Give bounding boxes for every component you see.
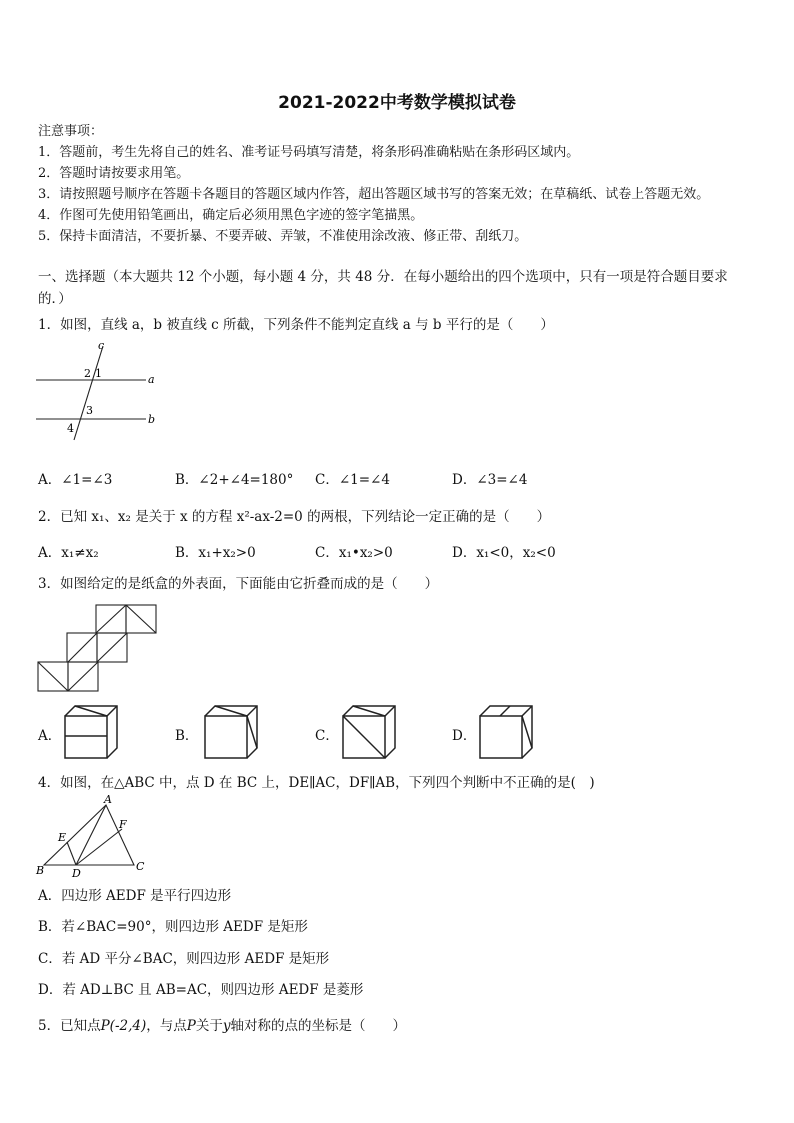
q1-stem: 1．如图，直线 a，b 被直线 c 所截，下列条件不能判定直线 a 与 b 平行的是（ ） <box>38 317 554 333</box>
q5-stem <box>38 1014 406 1034</box>
q5-stem-part-1: 5．已知点 <box>38 1018 101 1034</box>
q3-stem: 3．如图给定的是纸盒的外表面，下面能由它折叠而成的是（ ） <box>38 576 439 592</box>
q4-label-b: B <box>36 864 45 877</box>
q5-symbol-y: y <box>222 1018 231 1034</box>
notice-item-5: 5．保持卡面清洁，不要折暴、不要弄破、弄皱，不准使用涂改液、修正带、刮纸刀。 <box>38 229 528 244</box>
q3-option-c-cube <box>341 704 401 762</box>
notice-item-1: 1．答题前，考生先将自己的姓名、准考证号码填写清楚，将条形码准确粘贴在条形码区域内。 <box>38 145 580 160</box>
q4-label-e: E <box>58 831 67 844</box>
notice-item-2: 2．答题时请按要求用笔。 <box>38 166 190 181</box>
q2-stem: 2．已知 x₁、x₂ 是关于 x 的方程 x²-ax-2=0 的两根，下列结论一定正确的是（ ） <box>38 509 551 525</box>
q1-angle-3: 3 <box>86 404 93 417</box>
q3-option-b-label: B． <box>175 728 199 744</box>
q4-option-b: B．若∠BAC=90°，则四边形 AEDF 是矩形 <box>38 919 308 935</box>
page-title: 2021-2022中考数学模拟试卷 <box>278 93 516 113</box>
q5-stem-part-4: 轴对称的点的坐标是（ ） <box>230 1018 406 1034</box>
section-heading: 一、选择题（本大题共 12 个小题，每小题 4 分，共 48 分．在每小题给出的四个选项中，只有一项是符合题目要求 <box>38 269 728 285</box>
q1-label-a: a <box>148 373 155 386</box>
q5-stem-part-3: 关于 <box>195 1018 223 1034</box>
q1-angle-1: 1 <box>95 367 102 380</box>
q4-option-c: C．若 AD 平分∠BAC，则四边形 AEDF 是矩形 <box>38 951 330 967</box>
q2-option-a: A．x₁≠x₂ <box>38 545 99 561</box>
q4-triangle-figure <box>36 793 146 879</box>
q3-net-figure <box>38 605 160 693</box>
q3-option-a-cube <box>63 704 123 762</box>
q1-angle-4: 4 <box>67 422 74 435</box>
q2-option-b: B．x₁+x₂>0 <box>175 545 256 561</box>
q1-angle-2: 2 <box>84 367 91 380</box>
q4-label-f: F <box>119 818 127 831</box>
q4-stem: 4．如图，在△ABC 中，点 D 在 BC 上，DE∥AC，DF∥AB，下列四个判断中不正确的是( ) <box>38 775 595 791</box>
q4-label-a: A <box>104 793 112 806</box>
notice-item-3: 3．请按照题号顺序在答题卡各题目的答题区域内作答，超出答题区域书写的答案无效；在草稿纸、试卷上答题无效。 <box>38 187 710 202</box>
q1-figure <box>36 340 160 448</box>
q1-option-d: D．∠3=∠4 <box>452 472 528 488</box>
q3-option-b-cube <box>203 704 263 762</box>
q1-option-a: A．∠1=∠3 <box>38 472 113 488</box>
q5-point-p: P(-2,4) <box>100 1018 147 1034</box>
q4-label-d: D <box>72 867 81 880</box>
notice-item-4: 4．作图可先使用铅笔画出，确定后必须用黑色字迹的签字笔描黑。 <box>38 208 424 223</box>
q1-label-c: c <box>98 339 105 352</box>
q1-option-c: C．∠1=∠4 <box>315 472 390 488</box>
q3-option-d-label: D． <box>452 728 477 744</box>
q5-symbol-p: P <box>186 1018 196 1034</box>
q2-option-d: D．x₁<0，x₂<0 <box>452 545 556 561</box>
q4-label-c: C <box>136 860 145 873</box>
q3-option-a-label: A． <box>38 728 62 744</box>
q3-option-d-cube <box>478 704 538 762</box>
notice-heading: 注意事项： <box>38 124 104 139</box>
section-heading-cont: 的．） <box>38 291 72 307</box>
q4-option-a: A．四边形 AEDF 是平行四边形 <box>38 888 232 904</box>
q5-stem-part-2: ，与点 <box>146 1018 187 1034</box>
q1-option-b: B．∠2+∠4=180° <box>175 472 294 488</box>
q2-option-c: C．x₁•x₂>0 <box>315 545 393 561</box>
q4-option-d: D．若 AD⊥BC 且 AB=AC，则四边形 AEDF 是菱形 <box>38 982 364 998</box>
q1-label-b: b <box>148 413 156 426</box>
q3-option-c-label: C． <box>315 728 339 744</box>
